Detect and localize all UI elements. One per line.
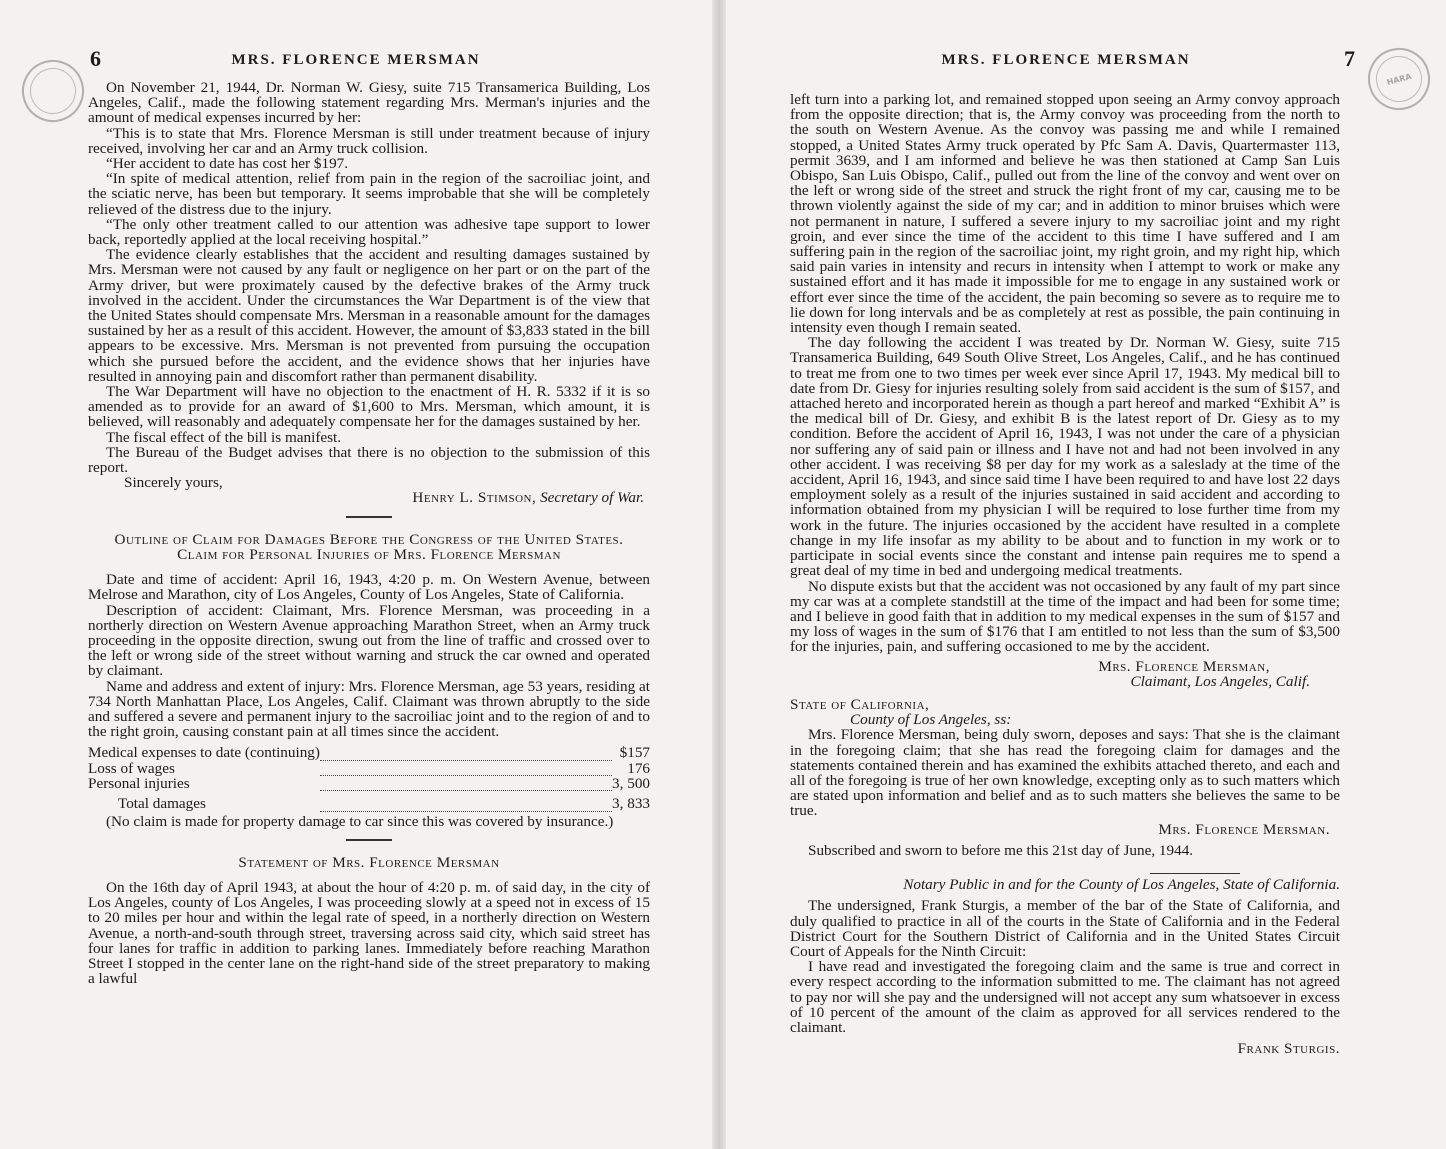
state-caption: State of California, bbox=[790, 695, 930, 713]
paragraph: On November 21, 1944, Dr. Norman W. Giesy, suite 715 Transamerica Building, Los Angeles, Calif., made the following statement regarding Mrs. Merman's injuries and the amount of medical expenses incurred by her: bbox=[88, 79, 650, 127]
signature-name: Frank Sturgis. bbox=[1237, 1040, 1340, 1058]
right-text-block bbox=[790, 92, 1340, 1056]
signature-block bbox=[88, 490, 650, 505]
signature-block bbox=[790, 822, 1340, 837]
signature-title: Claimant, Los Angeles, Calif. bbox=[1130, 672, 1310, 690]
statement-heading: Statement of Mrs. Florence Mersman bbox=[238, 853, 500, 871]
paragraph-sturgis: I have read and investigated the foregoing claim and the same is true and correct in every respect according to the information submitted to me. The claimant has not agreed to pay nor will she pay and the undersigned will not accept any sum whatsoever in excess of 10 percent of the amount of the claim as approved for all services rendered to the claimant. bbox=[790, 958, 1340, 1036]
left-text-block bbox=[88, 80, 650, 986]
book-gutter bbox=[712, 0, 726, 1149]
signature-name: Mrs. Florence Mersman. bbox=[1158, 820, 1330, 838]
section-divider bbox=[346, 516, 392, 518]
stamp-text: HARA bbox=[1385, 71, 1413, 87]
page-number: 6 bbox=[90, 46, 101, 71]
signature-title-line bbox=[790, 674, 1340, 689]
notary-signature-line bbox=[790, 862, 1340, 877]
page-left bbox=[0, 0, 712, 1149]
running-head-title: MRS. FLORENCE MERSMAN bbox=[941, 52, 1191, 68]
signature-block bbox=[790, 1041, 1340, 1056]
property-note: (No claim is made for property damage to car since this was covered by insurance.) bbox=[106, 812, 614, 830]
outline-heading: Outline of Claim for Damages Before the Congress of the United States. bbox=[114, 530, 624, 548]
dot-leader bbox=[320, 776, 612, 791]
table-row bbox=[88, 761, 650, 776]
paragraph-description: Description of accident: Claimant, Mrs. Florence Mersman, was proceeding in a northerly direction on Western Avenue approaching Marathon Street, when an Army truck proceeding in the opposite direction, swung out from the line of traffic and crossed over to the left or wrong side of the street without warning and struck the car owned and operated by claimant. bbox=[88, 601, 650, 680]
section-divider bbox=[346, 839, 392, 841]
paragraph: “This is to state that Mrs. Florence Mersman is still under treatment because of injury received, involving her car and an Army truck collision. bbox=[88, 124, 650, 157]
notary-caption: Notary Public in and for the County of Los Angeles, State of California. bbox=[903, 876, 1340, 894]
paragraph-date-time: Date and time of accident: April 16, 1943, 4:20 p. m. On Western Avenue, between Melrose and Marathon, city of Los Angeles, County of Los Angeles, State of California. bbox=[88, 571, 650, 604]
damage-amount: 3, 500 bbox=[612, 774, 650, 792]
paragraph: The War Department will have no objection to the enactment of H. R. 5332 if it is so amended as to provide for an award of $1,600 to Mrs. Mersman, which amount, it is believed, will reasonably and adequately compensate her for the damages sustained by her. bbox=[88, 383, 650, 431]
paragraph: left turn into a parking lot, and remained stopped upon seeing an Army convoy approach from the opposite direction; that is, the Army convoy was proceeding from the north to the south on Western Avenue. As the convoy was passing me and while I remained stopped, a United States Army truck operated by Pfc Sam A. Davis, Quartermaster 113, permit 3639, and I am informed and believe he was then stationed at Camp San Luis Obispo, San Luis Obispo, Calif., pulled out from the line of the convoy and went over on the left or wrong side of the street and struck the right front of my car, causing me to be thrown violently against the side of my car; and in addition to minor bruises which were not permanent in nature, I suffered a severe injury to my sacroiliac joint and my right groin, and ever since the time of the accident to this time I have suffered and I am suffering pain in the region of the sacroiliac joint, my right groin, and my right hip, which said pain varies in intensity and recurs in intensity when I attempt to work or make any sustained effort and it has made it impossible for me to engage in any sustained work or effort ever since the time of the accident, the pain becoming so severe as to require me to lie down for long intervals and be as completely at rest as possible, the pain continuing in intensity even though I remain seated. bbox=[790, 91, 1340, 337]
paragraph: “The only other treatment called to our attention was adhesive tape support to lower back, reportedly applied at the local receiving hospital.” bbox=[88, 215, 650, 249]
running-head-title: MRS. FLORENCE MERSMAN bbox=[231, 52, 481, 68]
paragraph: The day following the accident I was treated by Dr. Norman W. Giesy, suite 715 Transamerica Building, 649 South Olive Street, Los Angeles, Calif., and he has continued to treat me from one to two times per week ever since April 17, 1943. My medical bill to date from Dr. Giesy for injuries resulting solely from said accident is the sum of $157, and attached hereto and incorporated herein as though a part hereof and marked “Exhibit A” is the medical bill of Dr. Giesy, and exhibit B is the latest report of Dr. Giesy as to my condition. Before the accident of April 16, 1943, I was not under the care of a physician nor suffering any of said pain or illness and I have not and had not been involved in any other accident. I was receiving $8 per day for my work as a saleslady at the time of the accident, April 16, 1943, and since said time I have been required to and have lost 22 days employment solely as a result of the injuries sustained in said accident and according to information obtained from my physician I will be required to lose further time from my work in the future. The injuries occasioned by the accident have resulted in a complete change in my life insofar as my ability to be about and to function in my work or to participate in social events since the constant and intense pain requires me to spend a great deal of my time in bed and undergoing medical treatments. bbox=[790, 334, 1341, 580]
damage-label: Medical expenses to date (continuing) bbox=[88, 744, 320, 762]
county-caption: County of Los Angeles, ss: bbox=[850, 711, 1012, 729]
page-right bbox=[726, 0, 1446, 1149]
paragraph-sturgis: The undersigned, Frank Sturgis, a member of the bar of the State of California, and duly qualified to practice in all of the courts in the State of California and in the Federal District Court for the Southern District of California and in the United States Circuit Court of Appeals for the Ninth Circuit: bbox=[790, 897, 1340, 960]
running-head-left bbox=[0, 46, 712, 76]
damage-label: Loss of wages bbox=[88, 759, 175, 777]
damage-amount: 176 bbox=[627, 759, 650, 777]
paragraph: “Her accident to date has cost her $197. bbox=[106, 155, 349, 173]
damage-label: Personal injuries bbox=[88, 774, 190, 792]
paragraph: The evidence clearly establishes that the accident and resulting damages sustained by Mrs. Mersman were not caused by any fault or negligence on her part or on the part of the Army driver, but were proximately caused by the defective brakes of the Army truck involved in the accident. Under the circumstances the War Department is of the view that the United States should compensate Mrs. Mersman in a reasonable amount for the damages sustained by her as a result of this accident. However, the amount of $3,833 stated in the bill appears to be excessive. Mrs. Mersman is not prevented from pursuing the occupation which she pursued before the accident, and the evidence shows that her injuries have resulted in annoying pain and discomfort rather than permanent disability. bbox=[88, 246, 650, 385]
table-row-total bbox=[88, 791, 650, 811]
table-row bbox=[88, 745, 650, 760]
paragraph-name-address: Name and address and extent of injury: Mrs. Florence Mersman, age 53 years, residing at 734 North Manhattan Place, Los Angeles, Calif. Claimant was thrown abruptly to the side and suffered a severe and permanent injury to the sacroiliac joint and to the region of and to the right groin, causing constant pain at all times since the accident. bbox=[88, 677, 650, 741]
paragraph: The fiscal effect of the bill is manifest. bbox=[106, 428, 342, 446]
table-row bbox=[88, 776, 650, 791]
damages-table bbox=[88, 745, 650, 811]
signature-name: Mrs. Florence Mersman, bbox=[1098, 657, 1270, 675]
dot-leader bbox=[320, 745, 612, 760]
signature-title: Secretary of War. bbox=[540, 489, 644, 507]
paragraph-affidavit: Mrs. Florence Mersman, being duly sworn, deposes and says: That she is the claimant in the foregoing claim; that she has read the foregoing claim for damages and the statements contained therein and has examined the exhibits attached thereto, and each and all of the foregoing is true of her own knowledge, excepting only as to such matters which are stated upon information and belief and as to such matters she believes the same to be true. bbox=[790, 726, 1340, 820]
page-number: 7 bbox=[1344, 46, 1355, 71]
paragraph: The Bureau of the Budget advises that there is no objection to the submission of this report. bbox=[88, 443, 650, 477]
dot-leader bbox=[320, 761, 612, 776]
paragraph-subscribed: Subscribed and sworn to before me this 21st day of June, 1944. bbox=[808, 841, 1194, 859]
paragraph-statement: On the 16th day of April 1943, at about the hour of 4:20 p. m. of said day, in the city of Los Angeles, county of Los Angeles, I was proceeding slowly at a speed not in excess of 15 to 20 miles per hour and within the legal rate of speed, in a northerly direction on Western Avenue, a north-and-south through street, traversing across said city, which said street has four lanes for traffic in addition to parking lanes. Immediately before reaching Marathon Street I stopped in the center lane on the right-hand side of the street preparatory to making a lawful bbox=[88, 879, 650, 988]
dot-leader bbox=[320, 791, 612, 811]
signature-block bbox=[790, 659, 1340, 674]
damage-amount: $157 bbox=[619, 744, 650, 762]
outline-subheading: Claim for Personal Injuries of Mrs. Florence Mersman bbox=[177, 545, 561, 563]
total-label: Total damages bbox=[118, 794, 206, 812]
paragraph: “In spite of medical attention, relief from pain in the region of the sacroiliac joint, and the sciatic nerve, has been but temporary. It seems improbable that she will be completely relieved of the distress due to the injury. bbox=[88, 170, 650, 218]
closing: Sincerely yours, bbox=[124, 474, 223, 492]
total-amount: 3, 833 bbox=[612, 794, 650, 812]
paragraph: No dispute exists but that the accident was not occasioned by any fault of my part since my car was at a complete standstill at the time of the impact and had been for some time; and I believe in good faith that in addition to my medical expenses in the sum of $157 and my loss of wages in the sum of $176 that I am entitled to not less than the sum of $3,500 for the injuries, pain, and suffering occasioned to me by the accident. bbox=[790, 577, 1340, 656]
running-head-right bbox=[726, 46, 1446, 76]
signature-name: Henry L. Stimson, bbox=[412, 489, 537, 507]
